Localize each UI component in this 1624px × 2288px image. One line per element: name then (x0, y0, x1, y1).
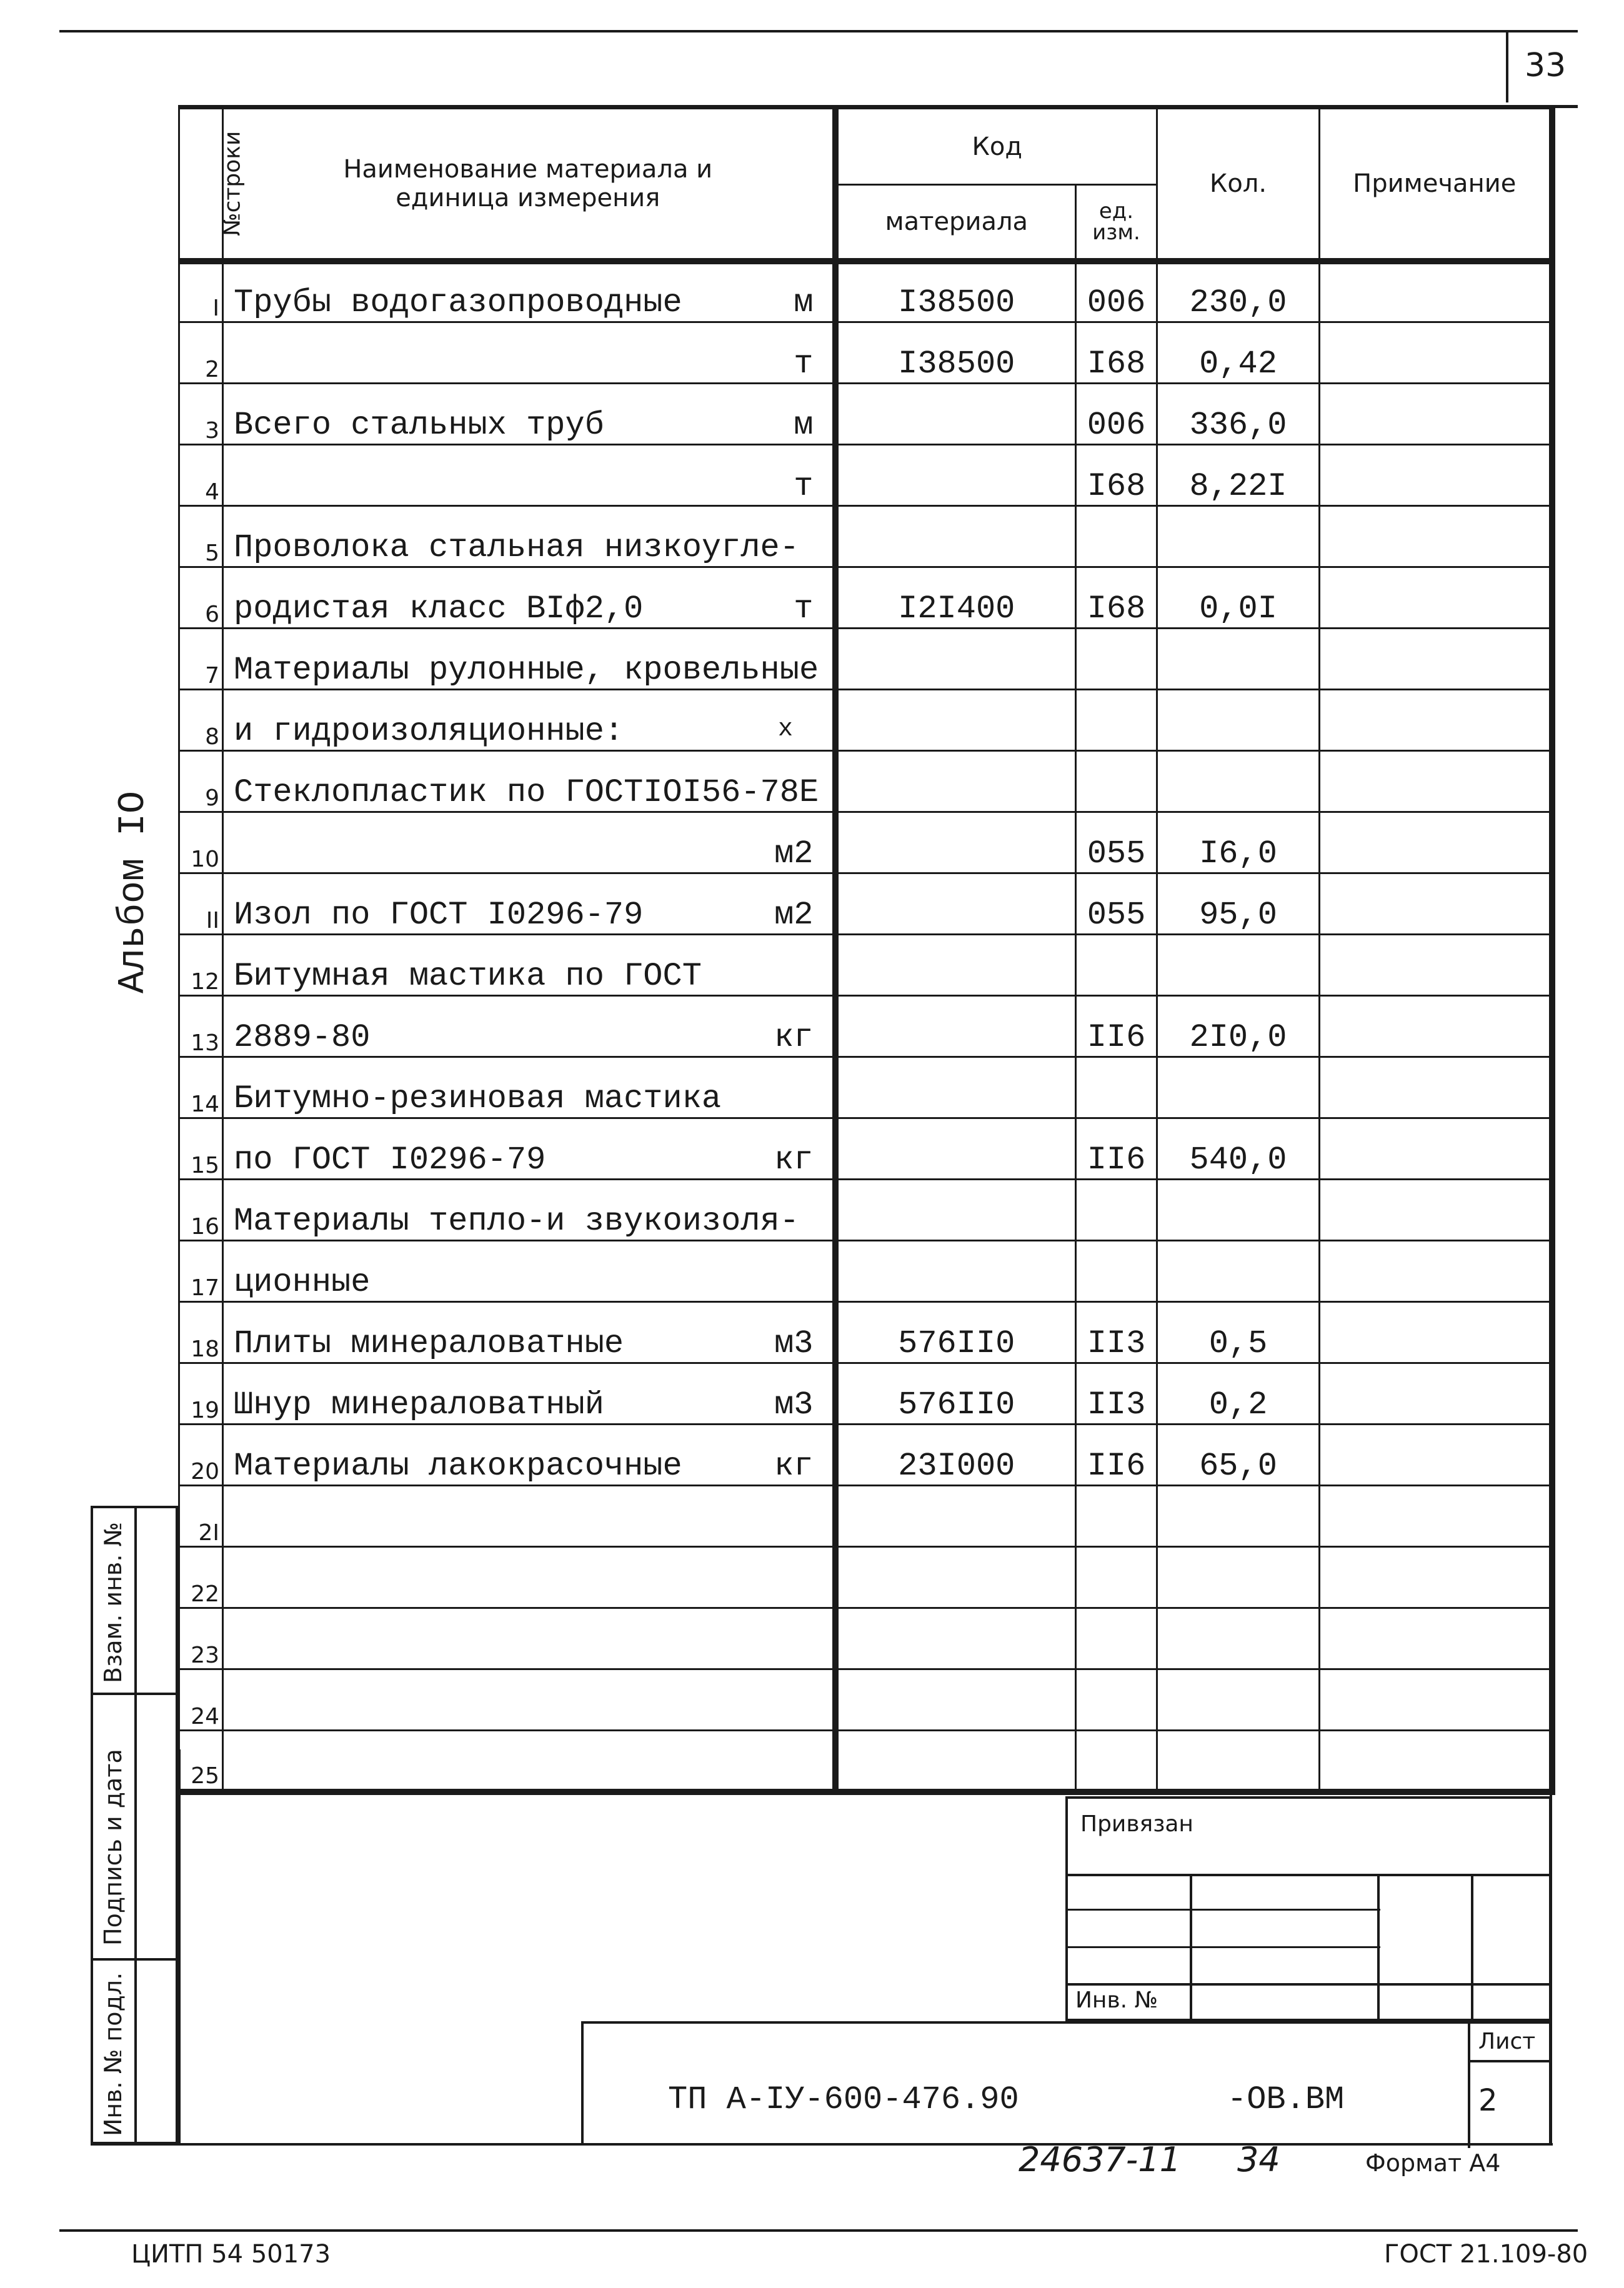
table-row (179, 1180, 1552, 1241)
cell-note (1320, 690, 1552, 751)
cell-unit-code: II6 (1076, 996, 1157, 1057)
cell-row-number: 16 (179, 1180, 223, 1241)
cell-material-code (835, 1118, 1076, 1180)
cell-row-number: II (179, 873, 223, 935)
cell-note (1320, 1608, 1552, 1669)
cell-material-name: Материалы лакокрасочные (223, 1425, 773, 1486)
title-list-divider (1468, 2024, 1470, 2148)
cell-material-name: Плиты минераловатные (223, 1302, 773, 1363)
cell-material-code (835, 1486, 1076, 1547)
header-qty: Кол. (1157, 109, 1320, 261)
cell-note (1320, 1057, 1552, 1118)
cell-unit-code (1076, 1241, 1157, 1302)
cell-material-name (223, 1486, 773, 1547)
handwritten-page: 34 (1237, 2140, 1280, 2179)
cell-unit-code: II6 (1076, 1425, 1157, 1486)
cell-material-name: Материалы тепло-и звукоизоля- (223, 1180, 773, 1241)
table-row (179, 1669, 1552, 1731)
cell-note (1320, 506, 1552, 567)
table-row (179, 261, 1552, 322)
cell-note (1320, 384, 1552, 445)
list-value: 2 (1478, 2083, 1498, 2118)
cell-material-code: I38500 (835, 322, 1076, 384)
cell-material-code (835, 1180, 1076, 1241)
stamp-vzam: Взам. инв. № (99, 1521, 127, 1683)
table-row (179, 1057, 1552, 1118)
cell-note (1320, 445, 1552, 506)
cell-quantity (1157, 1669, 1320, 1731)
cell-row-number: 13 (179, 996, 223, 1057)
superscript-x: х (778, 715, 794, 744)
cell-quantity (1157, 1057, 1320, 1118)
cell-row-number: 24 (179, 1669, 223, 1731)
cell-material-name: Битумная мастика по ГОСТ (223, 935, 773, 996)
title-list-sep (1468, 2060, 1552, 2062)
table-row (179, 1302, 1552, 1363)
cell-quantity: 336,0 (1157, 384, 1320, 445)
cell-material-code (835, 629, 1076, 690)
privyazan-label: Привязан (1080, 1811, 1193, 1837)
cell-note (1320, 1669, 1552, 1731)
table-row (179, 567, 1552, 629)
title-block (581, 2021, 1552, 2146)
doc-suffix: -ОВ.ВМ (1227, 2081, 1345, 2118)
cell-note (1320, 1118, 1552, 1180)
table-row (179, 322, 1552, 384)
cell-unit-code: I68 (1076, 322, 1157, 384)
cell-unit (773, 935, 835, 996)
cell-unit-code (1076, 751, 1157, 812)
cell-unit: кг (773, 1425, 835, 1486)
cell-material-code: 576II0 (835, 1302, 1076, 1363)
table-row (179, 1241, 1552, 1302)
cell-row-number: 25 (179, 1731, 223, 1792)
cell-row-number: 4 (179, 445, 223, 506)
cell-row-number: 2I (179, 1486, 223, 1547)
cell-material-name: Битумно-резиновая мастика (223, 1057, 773, 1118)
cell-unit-code: 055 (1076, 873, 1157, 935)
cell-unit-code (1076, 1057, 1157, 1118)
cell-unit-code: 006 (1076, 261, 1157, 322)
cell-material-name: Всего стальных труб (223, 384, 773, 445)
cell-quantity (1157, 935, 1320, 996)
cell-row-number: 23 (179, 1608, 223, 1669)
cell-note (1320, 567, 1552, 629)
cell-material-code: 23I000 (835, 1425, 1076, 1486)
cell-quantity (1157, 629, 1320, 690)
table-row (179, 1731, 1552, 1792)
table-row (179, 1486, 1552, 1547)
cell-quantity (1157, 1608, 1320, 1669)
cell-material-code (835, 751, 1076, 812)
cell-material-name (223, 445, 773, 506)
cell-note (1320, 261, 1552, 322)
spec-table (178, 107, 1555, 1795)
cell-unit-code: II6 (1076, 1118, 1157, 1180)
stamp-inv: Инв. № подл. (99, 1972, 127, 2136)
cell-unit-code (1076, 1669, 1157, 1731)
cell-quantity (1157, 1486, 1320, 1547)
cell-row-number: 22 (179, 1547, 223, 1608)
cell-material-code (835, 384, 1076, 445)
cell-material-name: Шнур минераловатный (223, 1363, 773, 1425)
cell-row-number: 5 (179, 506, 223, 567)
table-row (179, 751, 1552, 812)
cell-note (1320, 1731, 1552, 1792)
table-row (179, 1118, 1552, 1180)
cell-note (1320, 1425, 1552, 1486)
table-row (179, 996, 1552, 1057)
cell-unit (773, 1669, 835, 1731)
cell-row-number: 9 (179, 751, 223, 812)
table-row (179, 935, 1552, 996)
cell-quantity: 2I0,0 (1157, 996, 1320, 1057)
cell-material-name: по ГОСТ I0296-79 (223, 1118, 773, 1180)
cell-quantity: I6,0 (1157, 812, 1320, 873)
cell-unit-code (1076, 1547, 1157, 1608)
cell-unit (773, 1057, 835, 1118)
cell-material-name: Трубы водогазопроводные (223, 261, 773, 322)
cell-material-code: I2I400 (835, 567, 1076, 629)
cell-note (1320, 812, 1552, 873)
cell-unit: м (773, 261, 835, 322)
cell-note (1320, 322, 1552, 384)
cell-unit-code: I68 (1076, 567, 1157, 629)
cell-material-name: 2889-80 (223, 996, 773, 1057)
cell-row-number: 12 (179, 935, 223, 996)
cell-material-name: родистая класс ВIф2,0 (223, 567, 773, 629)
cell-row-number: I (179, 261, 223, 322)
cell-material-code (835, 996, 1076, 1057)
side-stamp-divider (134, 1508, 137, 2144)
cell-material-name (223, 1669, 773, 1731)
cell-material-name: ционные (223, 1241, 773, 1302)
cell-material-code: I38500 (835, 261, 1076, 322)
cell-material-code (835, 1547, 1076, 1608)
cell-note (1320, 1241, 1552, 1302)
table-row (179, 1363, 1552, 1425)
table-row (179, 506, 1552, 567)
cell-unit: м (773, 384, 835, 445)
album-label: Альбом IO (112, 790, 155, 993)
cell-unit: т (773, 322, 835, 384)
inv-no-label: Инв. № (1075, 1987, 1158, 2013)
top-border-line (59, 30, 1578, 32)
cell-material-name: Материалы рулонные, кровельные (223, 629, 773, 690)
cell-quantity: 8,22I (1157, 445, 1320, 506)
header-name: Наименование материала и единица измерения (223, 109, 835, 261)
table-row (179, 445, 1552, 506)
cell-quantity: 0,0I (1157, 567, 1320, 629)
cell-note (1320, 1547, 1552, 1608)
cell-material-code (835, 935, 1076, 996)
page-number: 33 (1525, 47, 1567, 84)
cell-unit (773, 1547, 835, 1608)
cell-unit-code: 055 (1076, 812, 1157, 873)
cell-unit-code: 006 (1076, 384, 1157, 445)
cell-unit (773, 1731, 835, 1792)
privyazan-row-4 (1068, 1983, 1552, 1986)
cell-quantity (1157, 751, 1320, 812)
privyazan-col-2 (1377, 1874, 1380, 2021)
header-unit-code: ед. изм. (1076, 185, 1157, 261)
cell-row-number: 6 (179, 567, 223, 629)
cell-material-code: 576II0 (835, 1363, 1076, 1425)
cell-row-number: 8 (179, 690, 223, 751)
cell-unit: т (773, 445, 835, 506)
cell-unit-code (1076, 1486, 1157, 1547)
table-row (179, 873, 1552, 935)
cell-quantity: 0,5 (1157, 1302, 1320, 1363)
cell-material-code (835, 445, 1076, 506)
cell-unit (773, 1486, 835, 1547)
cell-quantity (1157, 1731, 1320, 1792)
cell-material-name: Изол по ГОСТ I0296-79 (223, 873, 773, 935)
cell-material-name (223, 1731, 773, 1792)
header-row-no: №строки (179, 109, 223, 261)
cell-unit: м2 (773, 812, 835, 873)
cell-note (1320, 1486, 1552, 1547)
cell-quantity: 0,2 (1157, 1363, 1320, 1425)
cell-unit: кг (773, 996, 835, 1057)
cell-material-name: Стеклопластик по ГОСТIOI56-78Е (223, 751, 773, 812)
cell-unit-code (1076, 690, 1157, 751)
cell-row-number: 14 (179, 1057, 223, 1118)
cell-quantity (1157, 506, 1320, 567)
cell-unit-code (1076, 629, 1157, 690)
cell-unit-code: I68 (1076, 445, 1157, 506)
cell-material-name (223, 1547, 773, 1608)
privyazan-col-1 (1190, 1874, 1192, 2021)
cell-note (1320, 996, 1552, 1057)
list-label: Лист (1478, 2029, 1536, 2054)
cell-material-code (835, 1241, 1076, 1302)
table-row (179, 1547, 1552, 1608)
publisher-label: ЦИТП 54 50173 (131, 2240, 331, 2269)
cell-material-name: и гидроизоляционные: (223, 690, 773, 751)
cell-unit (773, 1608, 835, 1669)
cell-row-number: 10 (179, 812, 223, 873)
cell-row-number: 20 (179, 1425, 223, 1486)
cell-unit-code (1076, 1608, 1157, 1669)
stamp-podpis: Подпись и дата (99, 1749, 127, 1946)
cell-row-number: 7 (179, 629, 223, 690)
handwritten-number: 24637-11 (1019, 2140, 1181, 2179)
cell-unit: т (773, 567, 835, 629)
doc-code: ТП А-IУ-600-476.90 (668, 2081, 1019, 2118)
format-label: Формат А4 (1365, 2149, 1501, 2177)
cell-note (1320, 873, 1552, 935)
cell-row-number: 2 (179, 322, 223, 384)
cell-unit-code (1076, 1180, 1157, 1241)
side-stamp-sep-2 (93, 1958, 178, 1961)
cell-note (1320, 751, 1552, 812)
cell-material-code (835, 812, 1076, 873)
cell-note (1320, 1302, 1552, 1363)
side-stamp (91, 1506, 178, 2144)
cell-unit: м3 (773, 1363, 835, 1425)
table-row (179, 629, 1552, 690)
cell-material-code (835, 1057, 1076, 1118)
gost-label: ГОСТ 21.109-80 (1384, 2240, 1588, 2269)
side-stamp-sep-1 (93, 1693, 178, 1695)
table-row (179, 690, 1552, 751)
cell-material-name (223, 322, 773, 384)
cell-quantity: 230,0 (1157, 261, 1320, 322)
cell-unit-code: II3 (1076, 1363, 1157, 1425)
cell-material-code (835, 873, 1076, 935)
privyazan-block (1065, 1796, 1552, 2021)
table-row (179, 1608, 1552, 1669)
cell-unit: м2 (773, 873, 835, 935)
header-material: материала (835, 185, 1076, 261)
privyazan-row-2 (1068, 1909, 1380, 1911)
cell-quantity (1157, 1547, 1320, 1608)
cell-row-number: 19 (179, 1363, 223, 1425)
cell-unit-code (1076, 506, 1157, 567)
table-row (179, 384, 1552, 445)
cell-note (1320, 1363, 1552, 1425)
header-code: Код (835, 109, 1157, 185)
cell-note (1320, 1180, 1552, 1241)
privyazan-row-3 (1068, 1946, 1380, 1948)
cell-unit-code: II3 (1076, 1302, 1157, 1363)
cell-quantity (1157, 1180, 1320, 1241)
cell-row-number: 18 (179, 1302, 223, 1363)
table-row (179, 1425, 1552, 1486)
table-row (179, 812, 1552, 873)
cell-material-code (835, 690, 1076, 751)
cell-note (1320, 629, 1552, 690)
cell-unit (773, 1241, 835, 1302)
cell-note (1320, 935, 1552, 996)
cell-quantity (1157, 1241, 1320, 1302)
footer-line (59, 2229, 1578, 2232)
page-number-divider (1506, 32, 1508, 102)
privyazan-col-3 (1471, 1874, 1473, 2021)
cell-quantity: 0,42 (1157, 322, 1320, 384)
privyazan-row-1 (1068, 1874, 1552, 1876)
cell-unit-code (1076, 1731, 1157, 1792)
cell-row-number: 3 (179, 384, 223, 445)
cell-unit-code (1076, 935, 1157, 996)
cell-quantity: 95,0 (1157, 873, 1320, 935)
cell-material-name: Проволока стальная низкоугле- (223, 506, 773, 567)
cell-material-code (835, 1608, 1076, 1669)
frame-left-line (178, 1749, 181, 2143)
cell-quantity: 540,0 (1157, 1118, 1320, 1180)
cell-material-code (835, 1669, 1076, 1731)
cell-unit: м3 (773, 1302, 835, 1363)
cell-quantity: 65,0 (1157, 1425, 1320, 1486)
cell-material-code (835, 506, 1076, 567)
header-note: Примечание (1320, 109, 1552, 261)
cell-material-code (835, 1731, 1076, 1792)
cell-material-name (223, 812, 773, 873)
cell-row-number: 17 (179, 1241, 223, 1302)
cell-unit: кг (773, 1118, 835, 1180)
cell-quantity (1157, 690, 1320, 751)
cell-row-number: 15 (179, 1118, 223, 1180)
cell-material-name (223, 1608, 773, 1669)
